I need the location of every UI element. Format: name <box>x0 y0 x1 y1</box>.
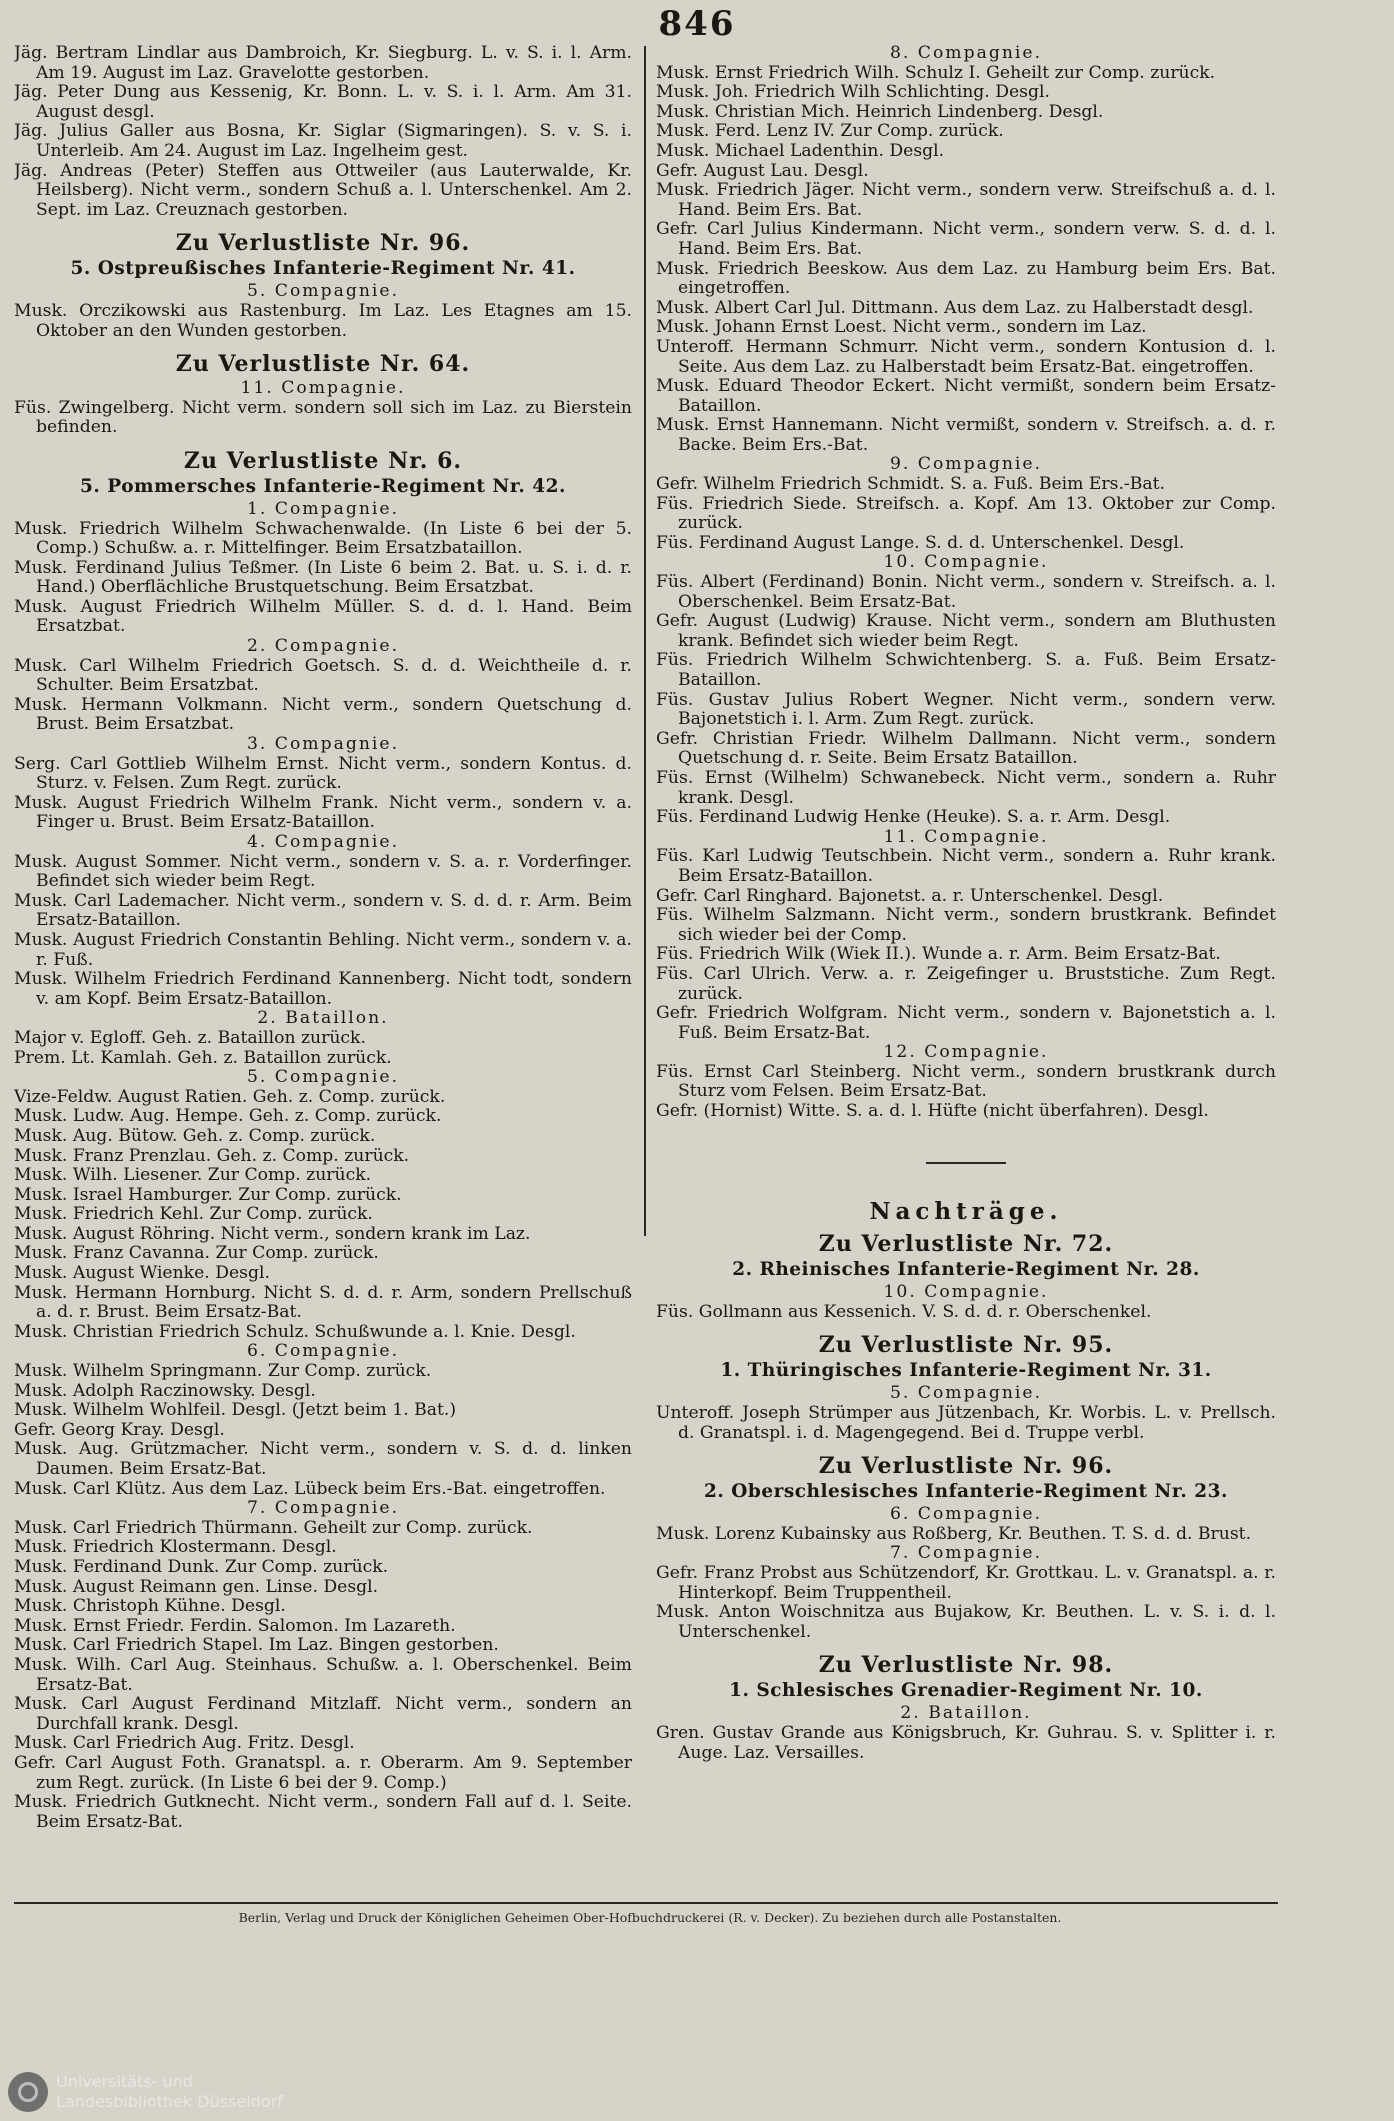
company-heading: 2. Bataillon. <box>900 1703 1032 1724</box>
casualty-entry: Musk. Carl Klütz. Aus dem Laz. Lübeck beim Ers.-Bat. eingetroffen. <box>14 1478 606 1499</box>
casualty-entry: Jäg. Julius Galler aus Bosna, Kr. Siglar (Sigmaringen). S. v. S. i. Unterleib. Am 24. August im Laz. Ingelheim gest. <box>14 121 632 161</box>
casualty-entry: Musk. Ferdinand Dunk. Zur Comp. zurück. <box>14 1556 389 1577</box>
casualty-entry: Musk. Carl Friedrich Aug. Fritz. Desgl. <box>14 1733 355 1754</box>
casualty-entry: Serg. Carl Gottlieb Wilhelm Ernst. Nicht verm., sondern Kontus. d. Sturz. v. Felsen. Zum Regt. zurück. <box>14 753 632 794</box>
footer-divider <box>14 1902 1278 1904</box>
casualty-entry: Musk. Friedrich Beeskow. Aus dem Laz. zu Hamburg beim Ers. Bat. eingetroffen. <box>656 258 1276 299</box>
casualty-entry: Musk. Friedrich Kehl. Zur Comp. zurück. <box>14 1204 373 1225</box>
casualty-entry: Musk. Aug. Grützmacher. Nicht verm., sondern v. S. d. d. linken Daumen. Beim Ersatz-Bat. <box>14 1439 632 1479</box>
casualty-entry: Füs. Carl Ulrich. Verw. a. r. Zeigefinger u. Bruststiche. Zum Regt. zurück. <box>656 963 1276 1004</box>
casualty-entry: Musk. Friedrich Jäger. Nicht verm., sondern verw. Streifschuß a. d. l. Hand. Beim Ers. Bat. <box>656 180 1276 220</box>
casualty-entry: Füs. Ernst Carl Steinberg. Nicht verm., sondern brustkrank durch Sturz vom Felsen. Beim Ersatz-Bat. <box>656 1061 1276 1102</box>
regiment-heading: 1. Thüringisches Infanterie-Regiment Nr. 31. <box>720 1360 1212 1382</box>
casualty-entry: Musk. Carl Friedrich Thürmann. Geheilt zur Comp. zurück. <box>14 1517 533 1538</box>
casualty-entry: Musk. Carl Friedrich Stapel. Im Laz. Bingen gestorben. <box>14 1635 499 1656</box>
casualty-entry: Unteroff. Joseph Strümper aus Jützenbach, Kr. Worbis. L. v. Prellsch. d. Granatspl. i. d. Magengegend. Bei d. Truppe verbl. <box>656 1403 1276 1443</box>
casualty-entry: Füs. Friedrich Wilk (Wiek II.). Wunde a. r. Arm. Beim Ersatz-Bat. <box>656 944 1221 965</box>
casualty-entry: Musk. Orczikowski aus Rastenburg. Im Laz. Les Etagnes am 15. Oktober an den Wunden gestorben. <box>14 300 632 341</box>
casualty-entry: Gefr. Wilhelm Friedrich Schmidt. S. a. Fuß. Beim Ers.-Bat. <box>656 474 1165 495</box>
casualty-entry: Vize-Feldw. August Ratien. Geh. z. Comp. zurück. <box>14 1086 446 1107</box>
casualty-entry: Musk. Ferd. Lenz IV. Zur Comp. zurück. <box>656 121 1004 142</box>
casualty-entry: Jäg. Andreas (Peter) Steffen aus Ottweiler (aus Lauterwalde, Kr. Heilsberg). Nicht verm., sondern Schuß a. l. Unterschenkel. Am 2. Sept. im Laz. Creuznach gestorben. <box>14 160 632 220</box>
casualty-entry: Musk. Franz Prenzlau. Geh. z. Comp. zurück. <box>14 1145 410 1166</box>
casualty-entry: Gefr. Friedrich Wolfgram. Nicht verm., sondern v. Bajonetstich a. l. Fuß. Beim Ersatz-Bat. <box>656 1003 1276 1043</box>
casualty-entry: Musk. Wilhelm Friedrich Ferdinand Kannenberg. Nicht todt, sondern v. am Kopf. Beim Ersatz-Bataillon. <box>14 969 632 1009</box>
casualty-entry: Musk. Ernst Hannemann. Nicht vermißt, sondern v. Streifsch. a. d. r. Backe. Beim Ers.-Bat. <box>656 415 1276 455</box>
casualty-entry: Musk. Carl Lademacher. Nicht verm., sondern v. S. d. d. r. Arm. Beim Ersatz-Bataillon. <box>14 890 632 931</box>
casualty-entry: Musk. Wilhelm Springmann. Zur Comp. zurück. <box>14 1361 432 1382</box>
regiment-heading: 5. Ostpreußisches Infanterie-Regiment Nr. 41. <box>70 258 576 280</box>
casualty-entry: Musk. August Friedrich Wilhelm Frank. Nicht verm., sondern v. a. Finger u. Brust. Beim Ersatz-Bataillon. <box>14 792 632 833</box>
company-heading: 6. Compagnie. <box>246 1341 400 1362</box>
section-rule <box>926 1162 1006 1164</box>
casualty-entry: Musk. Christian Mich. Heinrich Lindenberg. Desgl. <box>656 101 1104 122</box>
casualty-entry: Musk. Hermann Volkmann. Nicht verm., sondern Quetschung d. Brust. Beim Ersatzbat. <box>14 694 632 735</box>
casualty-entry: Gefr. August (Ludwig) Krause. Nicht verm., sondern am Bluthusten krank. Befindet sich wieder beim Regt. <box>656 611 1276 651</box>
casualty-entry: Musk. Ernst Friedr. Ferdin. Salomon. Im Lazareth. <box>14 1615 456 1636</box>
list-heading: Zu Verlustliste Nr. 95. <box>818 1332 1114 1359</box>
casualty-entry: Musk. August Röhring. Nicht verm., sondern krank im Laz. <box>14 1223 531 1244</box>
casualty-entry: Musk. Eduard Theodor Eckert. Nicht vermißt, sondern beim Ersatz-Bataillon. <box>656 376 1276 416</box>
casualty-entry: Musk. August Friedrich Wilhelm Müller. S. d. d. l. Hand. Beim Ersatzbat. <box>14 596 632 637</box>
company-heading: 3. Compagnie. <box>246 734 400 755</box>
company-heading: 2. Compagnie. <box>246 636 400 657</box>
casualty-entry: Jäg. Bertram Lindlar aus Dambroich, Kr. Siegburg. L. v. S. i. l. Arm. Am 19. August im Laz. Gravelotte gestorben. <box>14 44 632 83</box>
casualty-entry: Musk. Hermann Hornburg. Nicht S. d. d. r. Arm, sondern Prellschuß a. d. r. Brust. Beim Ersatz-Bat. <box>14 1282 632 1323</box>
company-heading: 10. Compagnie. <box>883 552 1049 573</box>
casualty-entry: Füs. Friedrich Siede. Streifsch. a. Kopf. Am 13. Oktober zur Comp. zurück. <box>656 493 1276 534</box>
casualty-entry: Musk. Carl August Ferdinand Mitzlaff. Nicht verm., sondern an Durchfall krank. Desgl. <box>14 1694 632 1734</box>
casualty-entry: Musk. Carl Wilhelm Friedrich Goetsch. S. d. d. Weichtheile d. r. Schulter. Beim Ersatzbat. <box>14 655 632 696</box>
casualty-entry: Musk. Wilh. Carl Aug. Steinhaus. Schußw. a. l. Oberschenkel. Beim Ersatz-Bat. <box>14 1654 632 1695</box>
company-heading: 7. Compagnie. <box>889 1543 1043 1564</box>
casualty-entry: Musk. Christoph Kühne. Desgl. <box>14 1596 286 1617</box>
company-heading: 10. Compagnie. <box>883 1282 1049 1303</box>
casualty-entry: Prem. Lt. Kamlah. Geh. z. Bataillon zurück. <box>14 1047 392 1068</box>
casualty-entry: Gefr. (Hornist) Witte. S. a. d. l. Hüfte (nicht überfahren). Desgl. <box>656 1101 1209 1122</box>
company-heading: 9. Compagnie. <box>889 454 1043 475</box>
casualty-entry: Musk. Ludw. Aug. Hempe. Geh. z. Comp. zurück. <box>14 1106 442 1127</box>
list-heading: Zu Verlustliste Nr. 98. <box>818 1652 1114 1679</box>
company-heading: 5. Compagnie. <box>246 281 400 302</box>
casualty-entry: Füs. Gollmann aus Kessenich. V. S. d. d. r. Oberschenkel. <box>656 1301 1152 1322</box>
casualty-entry: Musk. Lorenz Kubainsky aus Roßberg, Kr. Beuthen. T. S. d. d. Brust. <box>656 1523 1252 1544</box>
casualty-entry: Füs. Wilhelm Salzmann. Nicht verm., sondern brustkrank. Befindet sich wieder bei der Comp. <box>656 905 1276 945</box>
casualty-entry: Gren. Gustav Grande aus Königsbruch, Kr. Guhrau. S. v. Splitter i. r. Auge. Laz. Versailles. <box>656 1722 1276 1763</box>
casualty-entry: Füs. Ernst (Wilhelm) Schwanebeck. Nicht verm., sondern a. Ruhr krank. Desgl. <box>656 767 1276 808</box>
casualty-entry: Gefr. August Lau. Desgl. <box>656 160 869 181</box>
library-watermark <box>0 2068 420 2121</box>
library-logo-icon <box>8 2072 48 2112</box>
casualty-entry: Musk. Friedrich Klostermann. Desgl. <box>14 1537 337 1558</box>
casualty-entry: Musk. Ernst Friedrich Wilh. Schulz I. Geheilt zur Comp. zurück. <box>656 62 1216 83</box>
casualty-entry: Gefr. Christian Friedr. Wilhelm Dallmann. Nicht verm., sondern Quetschung d. r. Seite. Beim Ersatz Bataillon. <box>656 728 1276 769</box>
casualty-entry: Füs. Albert (Ferdinand) Bonin. Nicht verm., sondern v. Streifsch. a. l. Oberschenkel. Beim Ersatz-Bat. <box>656 572 1276 612</box>
library-name <box>56 2072 283 2112</box>
casualty-entry: Musk. Ferdinand Julius Teßmer. (In Liste 6 beim 2. Bat. u. S. i. d. r. Hand.) Oberflächliche Brustquetschung. Beim Ersatzbat. <box>14 557 632 598</box>
casualty-entry: Gefr. Carl Ringhard. Bajonetst. a. r. Unterschenkel. Desgl. <box>656 885 1164 906</box>
casualty-entry: Gefr. Franz Probst aus Schützendorf, Kr. Grottkau. L. v. Granatspl. a. r. Hinterkopf. Beim Truppentheil. <box>656 1563 1276 1603</box>
imprint-line: Berlin, Verlag und Druck der Königlichen Geheimen Ober-Hofbuchdruckerei (R. v. Decker). Zu beziehen durch alle Postanstalten. <box>238 1910 1062 1925</box>
list-heading: Zu Verlustliste Nr. 96. <box>175 230 471 257</box>
casualty-entry: Musk. Friedrich Wilhelm Schwachenwalde. (In Liste 6 bei der 5. Comp.) Schußw. a. r. Mittelfinger. Beim Ersatzbataillon. <box>14 518 632 559</box>
regiment-heading: 2. Oberschlesisches Infanterie-Regiment Nr. 23. <box>704 1481 1228 1503</box>
casualty-entry: Musk. Adolph Raczinowsky. Desgl. <box>14 1380 316 1401</box>
list-heading: Zu Verlustliste Nr. 64. <box>175 351 471 378</box>
casualty-entry: Musk. Aug. Bütow. Geh. z. Comp. zurück. <box>14 1125 376 1146</box>
company-heading: 1. Compagnie. <box>246 498 400 519</box>
casualty-entry: Musk. Christian Friedrich Schulz. Schußwunde a. l. Knie. Desgl. <box>14 1321 576 1342</box>
casualty-entry: Musk. Albert Carl Jul. Dittmann. Aus dem Laz. zu Halberstadt desgl. <box>656 297 1254 318</box>
casualty-entry: Gefr. Carl August Foth. Granatspl. a. r. Oberarm. Am 9. September zum Regt. zurück. (In Liste 6 bei der 9. Comp.) <box>14 1752 632 1793</box>
casualty-entry: Musk. Joh. Friedrich Wilh Schlichting. Desgl. <box>656 82 1050 103</box>
casualty-entry: Major v. Egloff. Geh. z. Bataillon zurück. <box>14 1027 366 1048</box>
regiment-heading: 2. Rheinisches Infanterie-Regiment Nr. 28. <box>732 1259 1200 1281</box>
right-column <box>656 44 1276 1870</box>
list-heading: Zu Verlustliste Nr. 72. <box>818 1231 1114 1258</box>
company-heading: 8. Compagnie. <box>889 44 1043 63</box>
addenda-heading: Nachträge. <box>869 1197 1063 1225</box>
casualty-entry: Musk. August Friedrich Constantin Behling. Nicht verm., sondern v. a. r. Fuß. <box>14 929 632 970</box>
library-name-line2: Landesbibliothek Düsseldorf <box>56 2092 283 2111</box>
list-heading: Zu Verlustliste Nr. 96. <box>818 1453 1114 1480</box>
company-heading: 6. Compagnie. <box>889 1504 1043 1525</box>
column-divider <box>644 46 646 1236</box>
company-heading: 11. Compagnie. <box>883 826 1049 847</box>
library-name-line1: Universitäts- und <box>56 2072 193 2091</box>
casualty-entry: Gefr. Georg Kray. Desgl. <box>14 1419 225 1440</box>
casualty-entry: Musk. August Sommer. Nicht verm., sondern v. S. a. r. Vorderfinger. Befindet sich wieder beim Regt. <box>14 851 632 892</box>
casualty-entry: Füs. Ferdinand Ludwig Henke (Heuke). S. a. r. Arm. Desgl. <box>656 807 1171 828</box>
casualty-entry: Füs. Karl Ludwig Teutschbein. Nicht verm., sondern a. Ruhr krank. Beim Ersatz-Bataillon. <box>656 846 1276 886</box>
regiment-heading: 1. Schlesisches Grenadier-Regiment Nr. 10. <box>729 1680 1203 1702</box>
list-heading: Zu Verlustliste Nr. 6. <box>183 447 463 474</box>
casualty-entry: Füs. Zwingelberg. Nicht verm. sondern soll sich im Laz. zu Bierstein befinden. <box>14 397 632 438</box>
casualty-entry: Musk. Johann Ernst Loest. Nicht verm., sondern im Laz. <box>656 317 1147 338</box>
casualty-entry: Unteroff. Hermann Schmurr. Nicht verm., sondern Kontusion d. l. Seite. Aus dem Laz. zu Halberstadt beim Ersatz-Bat. eingetroffen. <box>656 336 1276 377</box>
casualty-entry: Musk. Franz Cavanna. Zur Comp. zurück. <box>14 1243 379 1264</box>
casualty-entry: Jäg. Peter Dung aus Kessenig, Kr. Bonn. L. v. S. i. l. Arm. Am 31. August desgl. <box>14 82 632 122</box>
casualty-entry: Musk. Wilhelm Wohlfeil. Desgl. (Jetzt beim 1. Bat.) <box>14 1400 457 1421</box>
casualty-entry: Füs. Friedrich Wilhelm Schwichtenberg. S. a. Fuß. Beim Ersatz-Bataillon. <box>656 650 1276 690</box>
casualty-entry: Füs. Ferdinand August Lange. S. d. d. Unterschenkel. Desgl. <box>656 532 1185 553</box>
casualty-entry: Musk. Michael Ladenthin. Desgl. <box>656 140 945 161</box>
company-heading: 7. Compagnie. <box>246 1498 400 1519</box>
page-number: 846 <box>658 4 736 44</box>
regiment-heading: 5. Pommersches Infanterie-Regiment Nr. 42. <box>80 475 566 497</box>
casualty-entry: Musk. Wilh. Liesener. Zur Comp. zurück. <box>14 1165 372 1186</box>
company-heading: 4. Compagnie. <box>246 832 400 852</box>
casualty-entry: Musk. August Wienke. Desgl. <box>14 1263 270 1284</box>
left-column <box>14 44 632 1870</box>
casualty-entry: Füs. Gustav Julius Robert Wegner. Nicht verm., sondern verw. Bajonetstich i. l. Arm. Zum Regt. zurück. <box>656 689 1276 730</box>
company-heading: 5. Compagnie. <box>246 1067 400 1088</box>
company-heading: 2. Bataillon. <box>257 1008 389 1029</box>
casualty-entry: Musk. Anton Woischnitza aus Bujakow, Kr. Beuthen. L. v. S. i. d. l. Unterschenkel. <box>656 1602 1276 1642</box>
casualty-entry: Musk. August Reimann gen. Linse. Desgl. <box>14 1576 379 1597</box>
casualty-entry: Gefr. Carl Julius Kindermann. Nicht verm., sondern verw. S. d. d. l. Hand. Beim Ers. Bat. <box>656 219 1276 259</box>
casualty-entry: Musk. Friedrich Gutknecht. Nicht verm., sondern Fall auf d. l. Seite. Beim Ersatz-Bat. <box>14 1792 632 1832</box>
company-heading: 12. Compagnie. <box>883 1042 1049 1063</box>
casualty-entry: Musk. Israel Hamburger. Zur Comp. zurück. <box>14 1184 402 1205</box>
company-heading: 5. Compagnie. <box>889 1383 1043 1404</box>
company-heading: 11. Compagnie. <box>240 378 406 399</box>
